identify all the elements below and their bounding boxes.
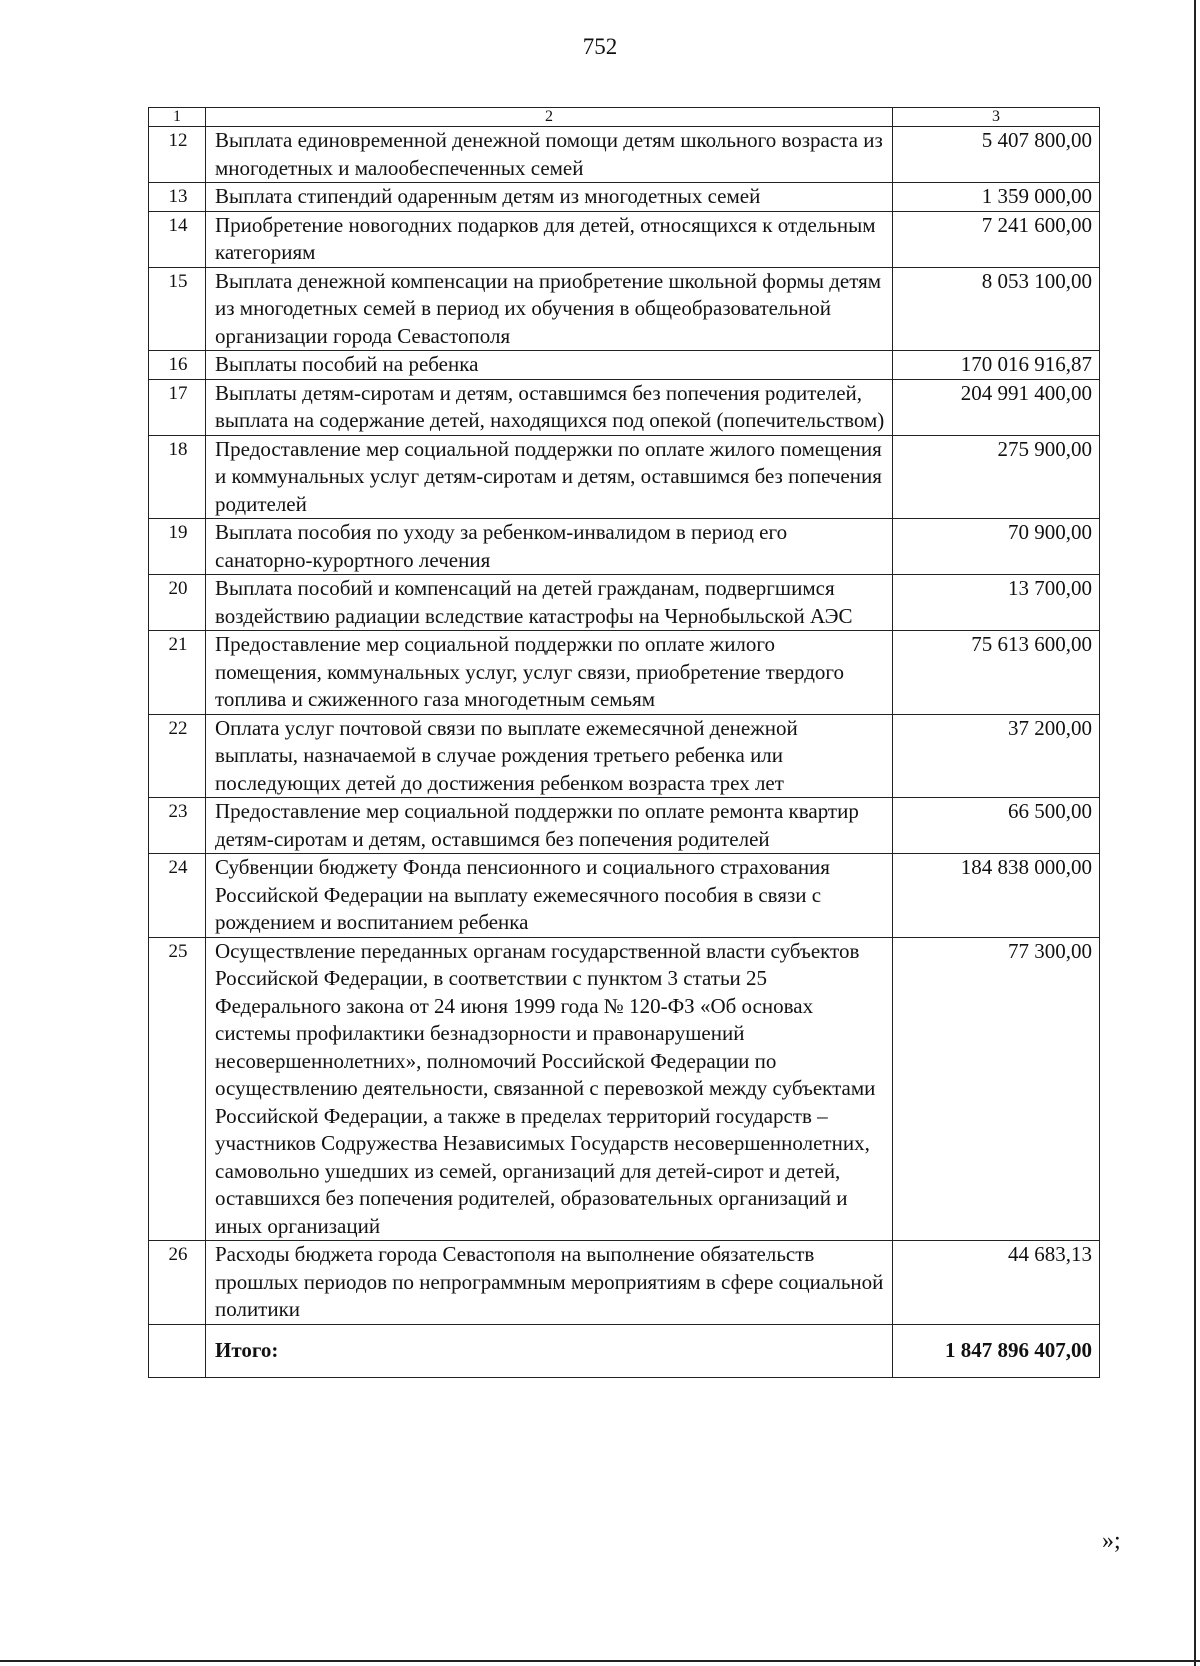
row-number: 20 (149, 575, 206, 631)
row-amount: 66 500,00 (893, 798, 1100, 854)
table-row (149, 267, 1100, 351)
row-number: 21 (149, 631, 206, 715)
row-amount: 204 991 400,00 (893, 379, 1100, 435)
total-number-cell (149, 1324, 206, 1377)
row-description: Предоставление мер социальной поддержки по оплате ремонта квартир детям-сиротам и детям, оставшимся без попечения родителей (206, 798, 893, 854)
table-row (149, 631, 1100, 715)
closing-quote: »; (1102, 1528, 1121, 1554)
total-row (149, 1324, 1100, 1377)
total-amount: 1 847 896 407,00 (893, 1324, 1100, 1377)
row-number: 16 (149, 351, 206, 380)
table-row (149, 1241, 1100, 1325)
table-header-row (149, 108, 1100, 127)
row-amount: 5 407 800,00 (893, 127, 1100, 183)
row-amount: 44 683,13 (893, 1241, 1100, 1325)
row-amount: 37 200,00 (893, 714, 1100, 798)
row-number: 17 (149, 379, 206, 435)
row-description: Выплата пособий и компенсаций на детей гражданам, подвергшимся воздействию радиации вследствие катастрофы на Чернобыльской АЭС (206, 575, 893, 631)
row-amount: 184 838 000,00 (893, 854, 1100, 938)
row-description: Предоставление мер социальной поддержки по оплате жилого помещения, коммунальных услуг, услуг связи, приобретение твердого топлива и сжиженного газа многодетным семьям (206, 631, 893, 715)
row-description: Осуществление переданных органам государственной власти субъектов Российской Федерации, в соответствии с пунктом 3 статьи 25 Федерального закона от 24 июня 1999 года № 120-ФЗ «Об основах системы профилактики безнадзорности и правонарушений несовершеннолетних», полномочий Российской Федерации по осуществлению деятельности, связанной с перевозкой между субъектами Российской Федерации, а также в пределах территорий государств – участников Содружества Независимых Государств несовершеннолетних, самовольно ушедших из семей, организаций для детей-сирот и детей, оставшихся без попечения родителей, образовательных организаций и иных организаций (206, 937, 893, 1241)
column-header-1: 1 (149, 108, 206, 127)
table-row (149, 379, 1100, 435)
table-row (149, 351, 1100, 380)
table-row (149, 798, 1100, 854)
row-amount: 8 053 100,00 (893, 267, 1100, 351)
row-number: 22 (149, 714, 206, 798)
column-header-3: 3 (893, 108, 1100, 127)
table-row (149, 183, 1100, 212)
row-description: Субвенции бюджету Фонда пенсионного и социального страхования Российской Федерации на выплату ежемесячного пособия в связи с рождением и воспитанием ребенка (206, 854, 893, 938)
row-amount: 7 241 600,00 (893, 211, 1100, 267)
row-number: 12 (149, 127, 206, 183)
table-row (149, 937, 1100, 1241)
row-number: 23 (149, 798, 206, 854)
table-row (149, 854, 1100, 938)
row-description: Приобретение новогодних подарков для детей, относящихся к отдельным категориям (206, 211, 893, 267)
row-number: 13 (149, 183, 206, 212)
table-row (149, 211, 1100, 267)
table-row (149, 519, 1100, 575)
row-number: 19 (149, 519, 206, 575)
row-number: 26 (149, 1241, 206, 1325)
row-number: 25 (149, 937, 206, 1241)
row-amount: 1 359 000,00 (893, 183, 1100, 212)
row-description: Расходы бюджета города Севастополя на выполнение обязательств прошлых периодов по непрограммным мероприятиям в сфере социальной политики (206, 1241, 893, 1325)
budget-table (148, 107, 1100, 1378)
row-number: 18 (149, 435, 206, 519)
row-number: 14 (149, 211, 206, 267)
row-amount: 13 700,00 (893, 575, 1100, 631)
row-description: Оплата услуг почтовой связи по выплате ежемесячной денежной выплаты, назначаемой в случае рождения третьего ребенка или последующих детей до достижения ребенком возраста трех лет (206, 714, 893, 798)
row-description: Выплата денежной компенсации на приобретение школьной формы детям из многодетных семей в период их обучения в общеобразовательной организации города Севастополя (206, 267, 893, 351)
table-row (149, 435, 1100, 519)
page-frame-right (1194, 0, 1196, 1666)
row-number: 24 (149, 854, 206, 938)
row-amount: 70 900,00 (893, 519, 1100, 575)
row-amount: 275 900,00 (893, 435, 1100, 519)
row-number: 15 (149, 267, 206, 351)
column-header-2: 2 (206, 108, 893, 127)
row-amount: 77 300,00 (893, 937, 1100, 1241)
table-row (149, 714, 1100, 798)
page-number: 752 (582, 34, 618, 59)
row-description: Выплата пособия по уходу за ребенком-инвалидом в период его санаторно-курортного лечения (206, 519, 893, 575)
row-description: Выплаты пособий на ребенка (206, 351, 893, 380)
row-amount: 170 016 916,87 (893, 351, 1100, 380)
row-amount: 75 613 600,00 (893, 631, 1100, 715)
row-description: Выплата единовременной денежной помощи детям школьного возраста из многодетных и малообеспеченных семей (206, 127, 893, 183)
row-description: Выплата стипендий одаренным детям из многодетных семей (206, 183, 893, 212)
row-description: Выплаты детям-сиротам и детям, оставшимся без попечения родителей, выплата на содержание детей, находящихся под опекой (попечительством) (206, 379, 893, 435)
total-label: Итого: (206, 1324, 893, 1377)
table-row (149, 575, 1100, 631)
row-description: Предоставление мер социальной поддержки по оплате жилого помещения и коммунальных услуг детям-сиротам и детям, оставшимся без попечения родителей (206, 435, 893, 519)
page-frame-bottom (0, 1660, 1200, 1662)
table-row (149, 127, 1100, 183)
